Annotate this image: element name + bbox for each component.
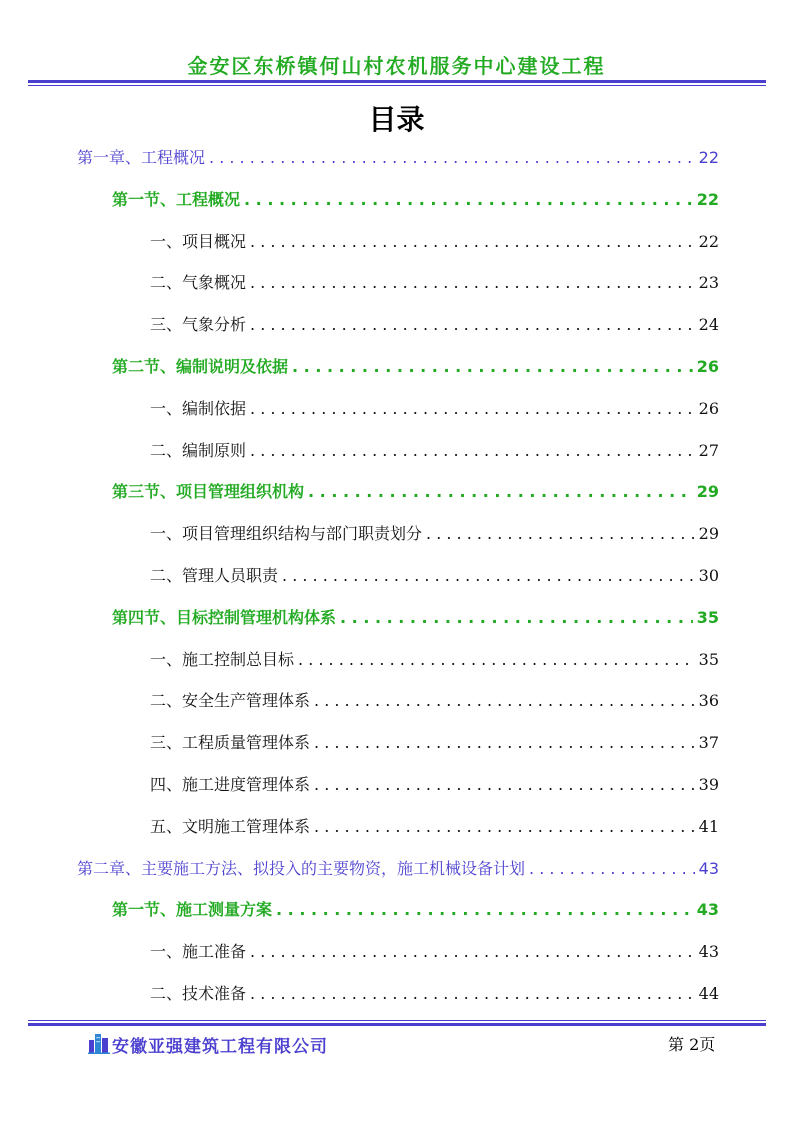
toc-entry-page: 23 [698, 273, 719, 293]
toc-entry-page: 41 [698, 816, 719, 836]
toc-entry-page: 35 [698, 649, 719, 669]
toc-leader-dots [314, 683, 695, 719]
toc-entry[interactable] [112, 892, 719, 928]
toc-entry[interactable] [150, 265, 719, 301]
toc-entry-label: 第三节、项目管理组织机构 [112, 482, 305, 502]
toc-entry-page: 26 [698, 398, 719, 418]
toc-entry-page: 43 [698, 858, 719, 878]
toc-entry[interactable] [77, 851, 719, 887]
toc-leader-dots [292, 349, 693, 385]
toc-entry[interactable] [150, 767, 719, 803]
toc-leader-dots [314, 725, 695, 761]
toc-entry[interactable] [150, 934, 719, 970]
toc-entry-page: 43 [696, 900, 719, 920]
toc-entry[interactable] [150, 307, 719, 343]
toc-entry-label: 三、工程质量管理体系 [150, 733, 311, 753]
toc-leader-dots [250, 391, 695, 427]
toc-leader-dots [250, 224, 695, 260]
toc-entry-label: 二、气象概况 [150, 273, 247, 293]
toc-leader-dots [209, 140, 695, 176]
toc-entry-page: 44 [698, 984, 719, 1003]
header-rule [28, 80, 766, 86]
toc-entry[interactable] [150, 642, 719, 678]
toc-entry-label: 一、施工控制总目标 [150, 649, 295, 669]
toc-leader-dots [340, 600, 693, 636]
toc-entry-label: 一、编制依据 [150, 398, 247, 418]
toc-leader-dots [314, 809, 695, 845]
toc-entry-label: 二、技术准备 [150, 984, 247, 1003]
footer-rule [28, 1020, 766, 1026]
toc-entry-page: 26 [696, 357, 719, 376]
toc-entry[interactable] [150, 433, 719, 469]
toc-entry[interactable] [112, 600, 719, 636]
toc-entry-label: 一、施工准备 [150, 942, 247, 962]
toc-entry-label: 一、项目管理组织结构与部门职责划分 [150, 524, 423, 544]
toc-entry[interactable] [150, 558, 719, 594]
toc-title: 目录 [368, 103, 425, 136]
footer-company-name: 安徽亚强建筑工程有限公司 [112, 1037, 328, 1057]
toc-entry-page: 35 [696, 607, 719, 627]
toc-leader-dots [250, 976, 695, 1012]
toc-entry-label: 第一章、工程概况 [77, 148, 206, 167]
toc-entry-label: 第二节、编制说明及依据 [112, 357, 289, 376]
toc-entry-page: 22 [696, 189, 719, 209]
toc-leader-dots [426, 516, 695, 552]
toc-leader-dots [250, 265, 695, 301]
toc-entry[interactable] [77, 140, 719, 176]
toc-entry-page: 39 [698, 775, 719, 794]
toc-entry-label: 第四节、目标控制管理机构体系 [112, 607, 337, 627]
toc-leader-dots [529, 851, 695, 887]
toc-leader-dots [308, 474, 693, 510]
toc-entry-page: 29 [698, 524, 719, 544]
toc-entry-label: 二、安全生产管理体系 [150, 691, 311, 711]
toc-leader-dots [276, 892, 693, 928]
toc-entry[interactable] [112, 349, 719, 385]
toc-entry-page: 37 [698, 733, 719, 753]
toc-entry-page: 29 [696, 482, 719, 502]
toc-leader-dots [244, 182, 693, 218]
toc-entry-page: 36 [698, 691, 719, 711]
toc-leader-dots [282, 558, 695, 594]
toc-entry-page: 27 [698, 440, 719, 460]
toc-entry-page: 22 [698, 148, 719, 167]
toc-entry[interactable] [150, 516, 719, 552]
toc-leader-dots [250, 307, 695, 343]
toc-entry-label: 二、编制原则 [150, 440, 247, 460]
toc-entry[interactable] [112, 182, 719, 218]
footer-page-number: 第 2页 [668, 1035, 716, 1054]
document-header-title: 金安区东桥镇何山村农机服务中心建设工程 [187, 54, 606, 78]
toc-entry-page: 30 [698, 566, 719, 585]
toc-entry-label: 第一节、工程概况 [112, 189, 241, 209]
toc-entry[interactable] [150, 391, 719, 427]
toc-entry-label: 二、管理人员职责 [150, 566, 279, 585]
toc-entry[interactable] [150, 976, 719, 1012]
toc-entry-label: 一、项目概况 [150, 231, 247, 251]
toc-entry-label: 第二章、主要施工方法、拟投入的主要物资，施工机械设备计划 [77, 858, 526, 878]
toc-entry-label: 三、气象分析 [150, 315, 247, 335]
toc-entry[interactable] [112, 474, 719, 510]
toc-entry[interactable] [150, 683, 719, 719]
toc-entry-label: 第一节、施工测量方案 [112, 900, 273, 920]
toc-entry[interactable] [150, 725, 719, 761]
toc-entry[interactable] [150, 224, 719, 260]
toc-entry-page: 22 [698, 231, 719, 251]
toc-entry-page: 24 [698, 315, 719, 335]
building-logo-icon [88, 1030, 110, 1054]
toc-entry-label: 四、施工进度管理体系 [150, 775, 311, 794]
toc-entry-label: 五、文明施工管理体系 [150, 816, 311, 836]
toc-leader-dots [298, 642, 695, 678]
toc-entry-page: 43 [698, 942, 719, 962]
toc-leader-dots [250, 934, 695, 970]
toc-entry[interactable] [150, 809, 719, 845]
toc-leader-dots [250, 433, 695, 469]
toc-leader-dots [314, 767, 695, 803]
